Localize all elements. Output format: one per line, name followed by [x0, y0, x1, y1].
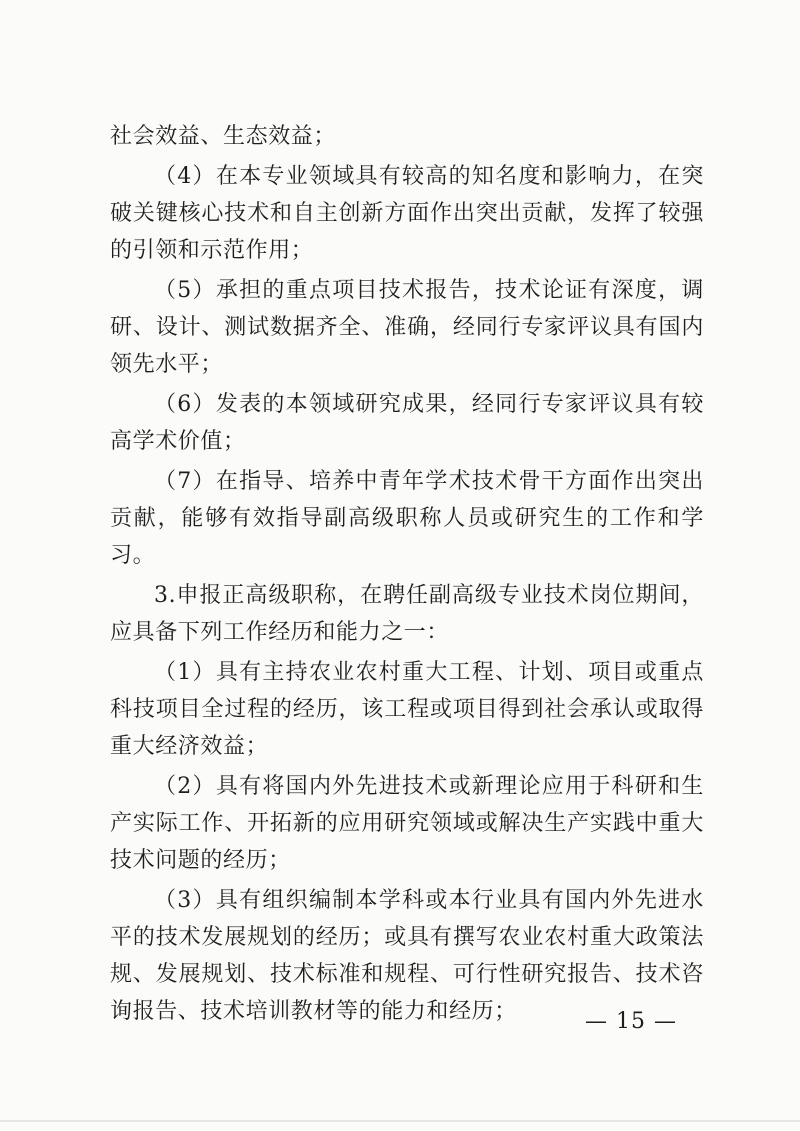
paragraph-item-1: （1）具有主持农业农村重大工程、计划、项目或重点科技项目全过程的经历，该工程或项目得到社会承认或取得重大经济效益；: [110, 660, 704, 759]
page-number: — 15 —: [585, 1009, 677, 1034]
paragraph-continuation: 社会效益、生态效益；: [110, 124, 337, 149]
page-bottom-edge: [0, 1120, 800, 1122]
paragraph-item-2: （2）具有将国内外先进技术或新理论应用于科研和生产实际工作、开拓新的应用研究领域或解决生产实践中重大技术问题的经历；: [110, 774, 704, 873]
paragraph-item-5: （5）承担的重点项目技术报告，技术论证有深度，调研、设计、测试数据齐全、准确，经同行专家评议具有国内领先水平；: [110, 278, 704, 377]
body-text: [110, 118, 704, 1033]
paragraph-item-3: （3）具有组织编制本学科或本行业具有国内外先进水平的技术发展规划的经历；或具有撰写农业农村重大政策法规、发展规划、技术标准和规程、可行性研究报告、技术咨询报告、技术培训教材等的能力和经历；: [110, 888, 704, 1024]
paragraph-item-7: （7）在指导、培养中青年学术技术骨干方面作出突出贡献，能够有效指导副高级职称人员或研究生的工作和学习。: [110, 469, 704, 568]
paragraph-item-4: （4）在本专业领域具有较高的知名度和影响力，在突破关键核心技术和自主创新方面作出突出贡献，发挥了较强的引领和示范作用；: [110, 164, 704, 263]
paragraph-item-6: （6）发表的本领域研究成果，经同行专家评议具有较高学术价值；: [110, 392, 704, 454]
paragraph-section-3: 3.申报正高级职称，在聘任副高级专业技术岗位期间，应具备下列工作经历和能力之一：: [110, 583, 704, 645]
